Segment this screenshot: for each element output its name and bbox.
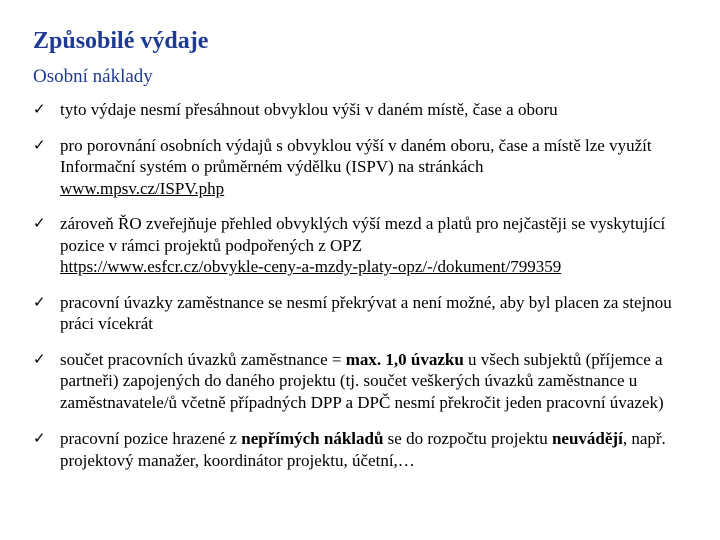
ispv-link[interactable]: www.mpsv.cz/ISPV.php xyxy=(60,178,225,198)
bullet-text: zároveň ŘO zveřejňuje přehled obvyklých výší mezd a platů pro nejčastěji se vyskytující pozice v rámci projektů podpořených z OPZ xyxy=(60,214,666,255)
checkmark-icon: ✓ xyxy=(33,100,46,118)
bullet-emphasis: nepřímých nákladů xyxy=(241,429,384,448)
section-subtitle: Osobní náklady xyxy=(33,66,153,87)
bullet-text: pracovní úvazky zaměstnance se nesmí překrývat a není možné, aby byl placen za stejnou práci vícekrát xyxy=(60,292,672,333)
bullet-list xyxy=(33,98,693,471)
list-item xyxy=(33,99,693,121)
list-item xyxy=(33,213,693,278)
bullet-text: pracovní pozice hrazené z xyxy=(60,429,242,448)
list-item xyxy=(33,349,693,414)
list-item xyxy=(33,135,693,200)
page-title: Způsobilé výdaje xyxy=(33,28,209,54)
bullet-emphasis: max. 1,0 úvazku xyxy=(345,349,464,369)
esfcr-link[interactable]: https://www.esfcr.cz/obvykle-ceny-a-mzdy-platy-opz/-/dokument/799359 xyxy=(60,257,562,276)
bullet-text: u všech subjektů (příjemce a partneři) zapojených do daného projektu (tj. součet veškerých úvazků zaměstnance u zaměstnavatele/ů včetně případných DPP a DPČ nesmí překročit jeden pracovní úvazek) xyxy=(60,349,664,412)
checkmark-icon: ✓ xyxy=(33,292,46,311)
bullet-emphasis: neuvádějí xyxy=(551,429,623,448)
bullet-text: součet pracovních úvazků zaměstnance = xyxy=(60,349,346,369)
checkmark-icon: ✓ xyxy=(33,349,46,368)
checkmark-icon: ✓ xyxy=(33,214,46,232)
bullet-text: tyto výdaje nesmí přesáhnout obvyklou výši v daném místě, čase a oboru xyxy=(60,100,558,119)
list-item xyxy=(33,292,693,335)
list-item xyxy=(33,428,693,471)
checkmark-icon: ✓ xyxy=(33,135,46,154)
checkmark-icon: ✓ xyxy=(33,429,46,447)
bullet-text: , např. projektový manažer, koordinátor projektu, účetní,… xyxy=(60,429,666,470)
bullet-text: pro porovnání osobních výdajů s obvyklou výší v daném oboru, čase a místě lze využít Informační systém o průměrném výdělku (ISPV) na stránkách xyxy=(60,135,652,176)
bullet-text: se do rozpočtu projektu xyxy=(383,429,552,448)
